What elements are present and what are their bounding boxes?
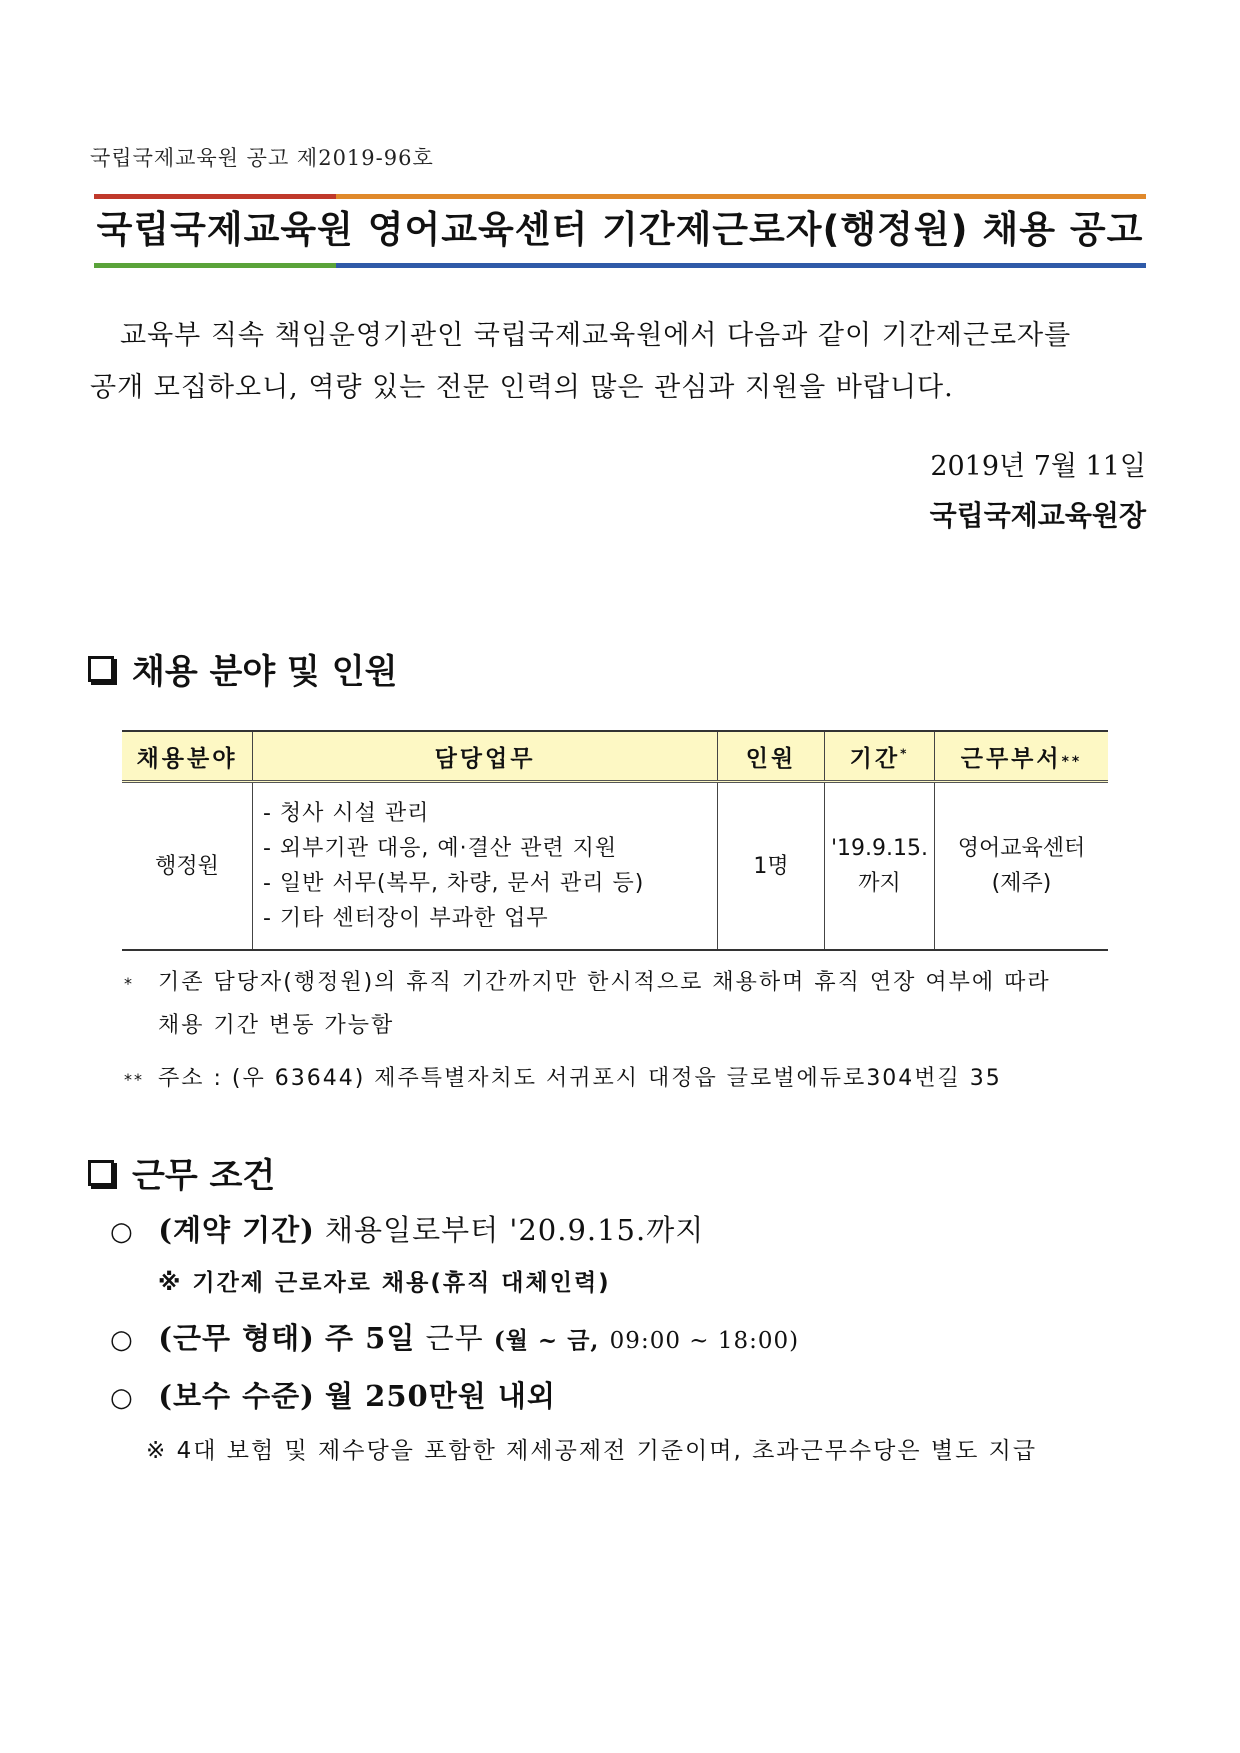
cell-dept [935,782,1108,951]
period-mark: * [900,745,910,760]
checkbox-square-icon [88,656,114,682]
title-bar-top [94,194,1146,199]
bar-seg-blue [336,263,1146,268]
cell-field: 행정원 [122,782,253,951]
condition-detail: 09:00 ~ 18:00) [609,1328,800,1354]
page-title: 국립국제교육원 영어교육센터 기간제근로자(행정원) 채용 공고 [96,208,1144,251]
bar-seg-green [94,263,336,268]
header-period [825,731,935,782]
intro-line: 교육부 직속 책임운영기관인 국립국제교육원에서 다음과 같이 기간제근로자를 [120,320,1072,351]
period-line: 까지 [858,871,901,896]
title-bar-bottom [94,263,1146,268]
intro-paragraph [90,310,1150,414]
condition-text: 월 250만원 내외 [325,1379,556,1413]
signer: 국립국제교육원장 [929,499,1146,532]
condition-subnote: ※ 4대 보험 및 제수당을 포함한 제세공제전 기준이며, 초과근무수당은 별도 지급 [146,1438,1038,1464]
checkbox-square-icon [88,1160,114,1186]
dept-mark: ** [1061,753,1083,770]
duty-item: - 일반 서무(복무, 차량, 문서 관리 등) [263,871,645,896]
header-dept-text: 근무부서 [960,745,1062,772]
title-banner [94,194,1146,268]
condition-text: 채용일로부터 '20.9.15.까지 [325,1213,705,1247]
bullet-circle-icon: ○ [110,1325,134,1355]
condition-text: 근무 [425,1321,484,1355]
footnote-period [124,962,1051,1047]
recruitment-table [122,730,1108,951]
header-dept [935,731,1108,782]
table-row [122,782,1108,951]
intro-line: 공개 모집하오니, 역량 있는 전문 인력의 많은 관심과 지원을 바랍니다. [90,372,954,403]
footnote-text: 주소 : (우 63644) 제주특별자치도 서귀포시 대정읍 글로벌에듀로304번길 35 [158,1066,1002,1091]
condition-label: (계약 기간) [158,1213,315,1247]
footnote-text: 기존 담당자(행정원)의 휴직 기간까지만 한시적으로 채용하며 휴직 연장 여부에 따라 [158,970,1051,995]
dept-line: 영어교육센터 [957,836,1086,861]
header-period-text: 기간 [849,745,901,772]
section-heading [88,644,397,693]
footnote-address [124,1058,1002,1101]
section-heading-text: 근무 조건 [132,1156,276,1196]
bullet-circle-icon: ○ [110,1383,134,1413]
footnote-symbol: ** [124,1070,144,1089]
dept-line: (제주) [991,871,1052,896]
cell-period [825,782,935,951]
condition-detail: (월 ~ 금, [493,1327,600,1354]
notice-date: 2019년 7월 11일 [930,451,1146,482]
section-heading [88,1148,275,1197]
duty-item: - 기타 센터장이 부과한 업무 [263,906,549,931]
notice-number: 국립국제교육원 공고 제2019-96호 [90,146,434,170]
bar-seg-red [94,194,336,199]
section-heading-text: 채용 분야 및 인원 [132,652,398,692]
table-header-row [122,731,1108,782]
condition-bold: 주 5일 [325,1321,416,1355]
footnote-text: 채용 기간 변동 가능함 [158,1013,395,1038]
bullet-circle-icon: ○ [110,1217,134,1247]
condition-label: (근무 형태) [158,1321,315,1355]
condition-subnote: ※ 기간제 근로자로 채용(휴직 대체인력) [158,1270,611,1296]
header-count: 인원 [718,731,825,782]
bar-seg-orange [336,194,1146,199]
cell-count: 1명 [718,782,825,951]
duty-item: - 청사 시설 관리 [263,801,430,826]
condition-contract [110,1208,704,1249]
condition-work-type [110,1316,799,1357]
condition-pay [110,1374,556,1415]
period-line: '19.9.15. [831,836,929,861]
duty-item: - 외부기관 대응, 예·결산 관련 지원 [263,836,618,861]
header-duties: 담당업무 [253,731,718,782]
header-field: 채용분야 [122,731,253,782]
cell-duties [253,782,718,951]
condition-label: (보수 수준) [158,1379,315,1413]
footnote-symbol: * [124,974,134,993]
